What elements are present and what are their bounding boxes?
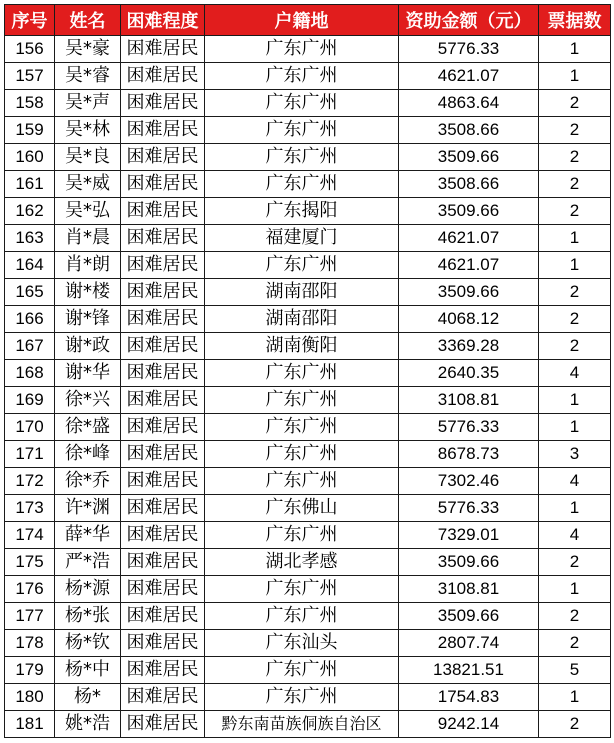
table-row: [5, 630, 611, 657]
cell-origin: 福建厦门: [205, 225, 399, 252]
cell-amount: 4621.07: [399, 63, 539, 90]
table-row: [5, 360, 611, 387]
header-origin: 户籍地: [205, 5, 399, 36]
cell-name: 吴*林: [55, 117, 121, 144]
cell-tickets: 1: [539, 495, 611, 522]
cell-amount: 4621.07: [399, 252, 539, 279]
cell-seq: 167: [5, 333, 55, 360]
cell-seq: 165: [5, 279, 55, 306]
cell-seq: 156: [5, 36, 55, 63]
cell-amount: 3509.66: [399, 198, 539, 225]
cell-origin: 湖南邵阳: [205, 279, 399, 306]
cell-level: 困难居民: [121, 657, 205, 684]
cell-level: 困难居民: [121, 279, 205, 306]
cell-origin: 广东佛山: [205, 495, 399, 522]
cell-name: 谢*政: [55, 333, 121, 360]
cell-amount: 3508.66: [399, 117, 539, 144]
cell-seq: 174: [5, 522, 55, 549]
cell-level: 困难居民: [121, 117, 205, 144]
cell-amount: 8678.73: [399, 441, 539, 468]
cell-level: 困难居民: [121, 90, 205, 117]
table-row: [5, 279, 611, 306]
cell-level: 困难居民: [121, 36, 205, 63]
cell-level: 困难居民: [121, 252, 205, 279]
cell-seq: 173: [5, 495, 55, 522]
cell-seq: 160: [5, 144, 55, 171]
cell-level: 困难居民: [121, 630, 205, 657]
table-row: [5, 36, 611, 63]
cell-amount: 4863.64: [399, 90, 539, 117]
subsidy-table: [4, 4, 611, 738]
cell-level: 困难居民: [121, 684, 205, 711]
cell-tickets: 4: [539, 360, 611, 387]
cell-origin: 湖南邵阳: [205, 306, 399, 333]
cell-amount: 5776.33: [399, 495, 539, 522]
table-row: [5, 333, 611, 360]
cell-level: 困难居民: [121, 387, 205, 414]
cell-tickets: 1: [539, 684, 611, 711]
cell-tickets: 2: [539, 306, 611, 333]
cell-level: 困难居民: [121, 441, 205, 468]
cell-tickets: 2: [539, 549, 611, 576]
cell-level: 困难居民: [121, 414, 205, 441]
cell-tickets: 4: [539, 522, 611, 549]
cell-tickets: 1: [539, 387, 611, 414]
cell-tickets: 2: [539, 279, 611, 306]
cell-seq: 172: [5, 468, 55, 495]
cell-amount: 3509.66: [399, 144, 539, 171]
cell-amount: 5776.33: [399, 414, 539, 441]
cell-seq: 180: [5, 684, 55, 711]
cell-amount: 9242.14: [399, 711, 539, 738]
table-row: [5, 90, 611, 117]
cell-origin: 广东广州: [205, 144, 399, 171]
table-row: [5, 576, 611, 603]
cell-origin: 湖南衡阳: [205, 333, 399, 360]
cell-name: 杨*: [55, 684, 121, 711]
header-amount: 资助金额（元）: [399, 5, 539, 36]
cell-amount: 3509.66: [399, 549, 539, 576]
cell-name: 杨*钦: [55, 630, 121, 657]
cell-origin: 广东广州: [205, 522, 399, 549]
cell-amount: 4621.07: [399, 225, 539, 252]
cell-level: 困难居民: [121, 225, 205, 252]
cell-origin: 广东广州: [205, 171, 399, 198]
cell-name: 徐*乔: [55, 468, 121, 495]
cell-name: 许*渊: [55, 495, 121, 522]
table-header-row: [5, 5, 611, 36]
cell-origin: 广东广州: [205, 657, 399, 684]
cell-seq: 175: [5, 549, 55, 576]
cell-name: 肖*晨: [55, 225, 121, 252]
cell-name: 肖*朗: [55, 252, 121, 279]
cell-tickets: 2: [539, 333, 611, 360]
table-row: [5, 198, 611, 225]
cell-level: 困难居民: [121, 576, 205, 603]
cell-origin: 黔东南苗族侗族自治区: [205, 711, 399, 738]
cell-seq: 163: [5, 225, 55, 252]
cell-level: 困难居民: [121, 63, 205, 90]
cell-tickets: 5: [539, 657, 611, 684]
cell-tickets: 3: [539, 441, 611, 468]
cell-amount: 3108.81: [399, 387, 539, 414]
cell-seq: 181: [5, 711, 55, 738]
cell-origin: 广东广州: [205, 414, 399, 441]
cell-tickets: 1: [539, 576, 611, 603]
cell-origin: 广东广州: [205, 441, 399, 468]
table-row: [5, 495, 611, 522]
table-row: [5, 225, 611, 252]
cell-tickets: 1: [539, 414, 611, 441]
cell-origin: 广东广州: [205, 360, 399, 387]
table-row: [5, 387, 611, 414]
cell-level: 困难居民: [121, 468, 205, 495]
cell-name: 吴*声: [55, 90, 121, 117]
cell-name: 谢*楼: [55, 279, 121, 306]
table-row: [5, 306, 611, 333]
cell-seq: 158: [5, 90, 55, 117]
cell-tickets: 2: [539, 90, 611, 117]
cell-origin: 广东广州: [205, 387, 399, 414]
cell-origin: 湖北孝感: [205, 549, 399, 576]
cell-tickets: 4: [539, 468, 611, 495]
header-seq: 序号: [5, 5, 55, 36]
cell-amount: 3509.66: [399, 603, 539, 630]
table-row: [5, 522, 611, 549]
cell-origin: 广东广州: [205, 252, 399, 279]
cell-name: 薛*华: [55, 522, 121, 549]
table-row: [5, 684, 611, 711]
cell-name: 吴*睿: [55, 63, 121, 90]
table-row: [5, 657, 611, 684]
cell-name: 吴*弘: [55, 198, 121, 225]
cell-name: 姚*浩: [55, 711, 121, 738]
cell-name: 杨*中: [55, 657, 121, 684]
cell-amount: 2640.35: [399, 360, 539, 387]
table-row: [5, 117, 611, 144]
cell-amount: 3508.66: [399, 171, 539, 198]
cell-origin: 广东广州: [205, 36, 399, 63]
cell-name: 徐*峰: [55, 441, 121, 468]
cell-origin: 广东汕头: [205, 630, 399, 657]
cell-name: 杨*源: [55, 576, 121, 603]
cell-amount: 5776.33: [399, 36, 539, 63]
table-row: [5, 171, 611, 198]
cell-origin: 广东广州: [205, 90, 399, 117]
cell-seq: 161: [5, 171, 55, 198]
cell-level: 困难居民: [121, 333, 205, 360]
cell-level: 困难居民: [121, 603, 205, 630]
cell-seq: 159: [5, 117, 55, 144]
table-row: [5, 603, 611, 630]
header-level: 困难程度: [121, 5, 205, 36]
cell-seq: 164: [5, 252, 55, 279]
cell-level: 困难居民: [121, 144, 205, 171]
cell-name: 谢*华: [55, 360, 121, 387]
cell-origin: 广东广州: [205, 63, 399, 90]
cell-level: 困难居民: [121, 549, 205, 576]
cell-amount: 2807.74: [399, 630, 539, 657]
cell-origin: 广东广州: [205, 117, 399, 144]
table-row: [5, 63, 611, 90]
cell-level: 困难居民: [121, 171, 205, 198]
cell-amount: 3369.28: [399, 333, 539, 360]
cell-level: 困难居民: [121, 360, 205, 387]
cell-origin: 广东广州: [205, 684, 399, 711]
cell-origin: 广东广州: [205, 468, 399, 495]
cell-origin: 广东广州: [205, 576, 399, 603]
cell-level: 困难居民: [121, 522, 205, 549]
cell-tickets: 1: [539, 36, 611, 63]
cell-seq: 166: [5, 306, 55, 333]
cell-seq: 178: [5, 630, 55, 657]
table-row: [5, 252, 611, 279]
cell-level: 困难居民: [121, 495, 205, 522]
cell-seq: 176: [5, 576, 55, 603]
cell-name: 吴*良: [55, 144, 121, 171]
cell-name: 杨*张: [55, 603, 121, 630]
table-row: [5, 711, 611, 738]
cell-amount: 3509.66: [399, 279, 539, 306]
table-row: [5, 144, 611, 171]
header-tickets: 票据数: [539, 5, 611, 36]
cell-level: 困难居民: [121, 306, 205, 333]
cell-seq: 168: [5, 360, 55, 387]
cell-tickets: 2: [539, 144, 611, 171]
table-row: [5, 549, 611, 576]
cell-amount: 7302.46: [399, 468, 539, 495]
table-row: [5, 468, 611, 495]
cell-level: 困难居民: [121, 198, 205, 225]
cell-tickets: 2: [539, 711, 611, 738]
table-row: [5, 441, 611, 468]
cell-origin: 广东广州: [205, 603, 399, 630]
table-body: [5, 36, 611, 738]
cell-name: 吴*威: [55, 171, 121, 198]
table-row: [5, 414, 611, 441]
cell-seq: 162: [5, 198, 55, 225]
cell-seq: 171: [5, 441, 55, 468]
cell-tickets: 2: [539, 603, 611, 630]
cell-name: 徐*兴: [55, 387, 121, 414]
cell-seq: 177: [5, 603, 55, 630]
cell-amount: 13821.51: [399, 657, 539, 684]
cell-seq: 169: [5, 387, 55, 414]
cell-amount: 4068.12: [399, 306, 539, 333]
cell-name: 徐*盛: [55, 414, 121, 441]
cell-tickets: 2: [539, 171, 611, 198]
cell-tickets: 2: [539, 117, 611, 144]
cell-origin: 广东揭阳: [205, 198, 399, 225]
cell-tickets: 2: [539, 198, 611, 225]
cell-amount: 3108.81: [399, 576, 539, 603]
cell-amount: 7329.01: [399, 522, 539, 549]
cell-seq: 170: [5, 414, 55, 441]
cell-seq: 157: [5, 63, 55, 90]
cell-name: 严*浩: [55, 549, 121, 576]
cell-tickets: 1: [539, 225, 611, 252]
header-name: 姓名: [55, 5, 121, 36]
cell-tickets: 1: [539, 63, 611, 90]
cell-name: 谢*锋: [55, 306, 121, 333]
cell-level: 困难居民: [121, 711, 205, 738]
cell-amount: 1754.83: [399, 684, 539, 711]
cell-tickets: 1: [539, 252, 611, 279]
cell-name: 吴*豪: [55, 36, 121, 63]
cell-seq: 179: [5, 657, 55, 684]
cell-tickets: 2: [539, 630, 611, 657]
